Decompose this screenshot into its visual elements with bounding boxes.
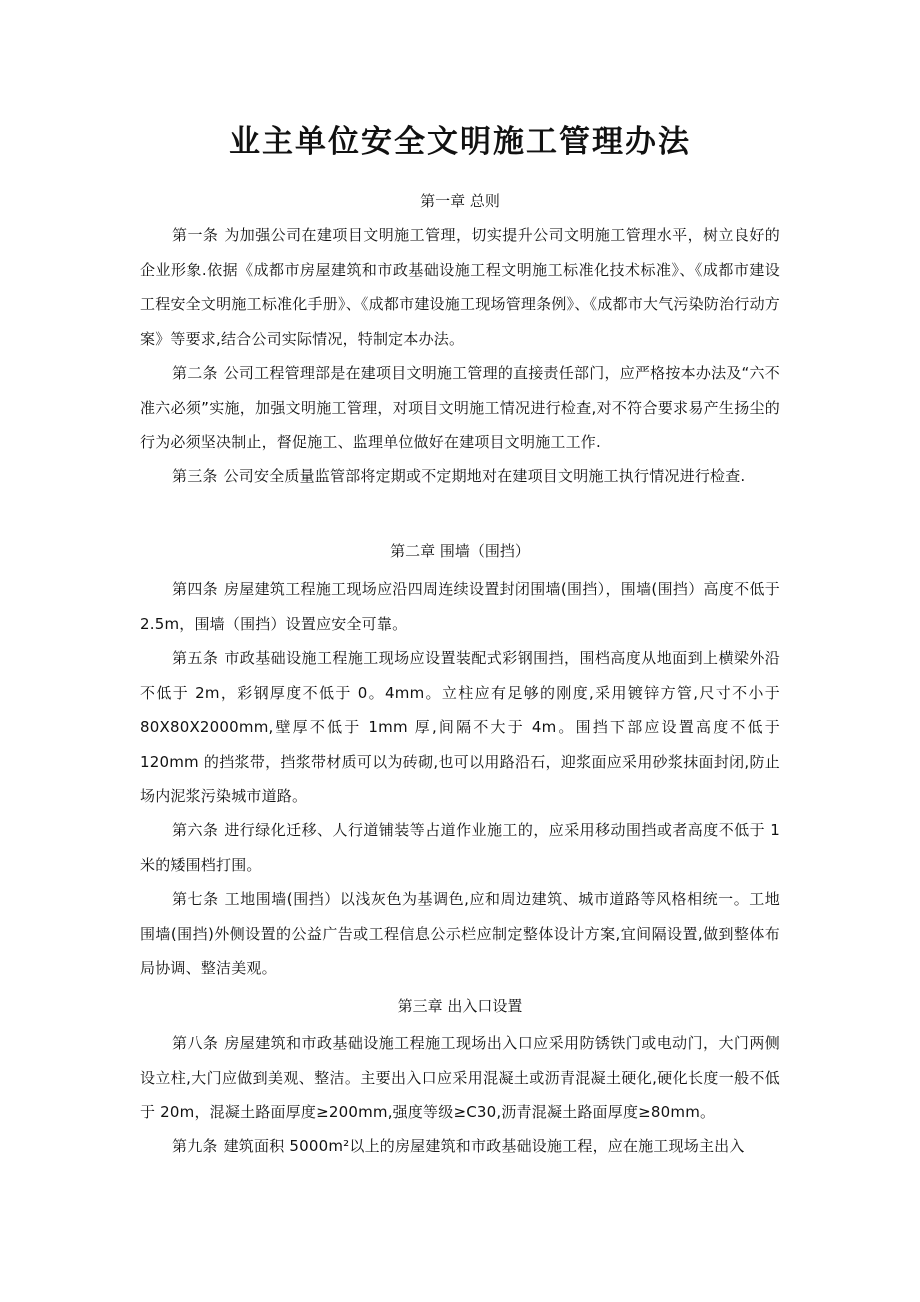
chapter-heading-1: 第一章 总则	[420, 192, 500, 210]
article-text: 公司工程管理部是在建项目文明施工管理的直接责任部门，应严格按本办法及“六不准六必须”实施，加强文明施工管理，对项目文明施工情况进行检查,对不符合要求易产生扬尘的行为必须坚决制止，督促施工、监理单位做好在建项目文明施工工作.	[140, 364, 780, 451]
article-number: 第九条	[172, 1137, 218, 1155]
article-text: 进行绿化迁移、人行道铺装等占道作业施工的，应采用移动围挡或者高度不低于 1 米的矮围档打围。	[140, 821, 781, 874]
article-number: 第三条	[172, 467, 218, 485]
article-text: 市政基础设施工程施工现场应设置装配式彩钢围挡，围档高度从地面到上横梁外沿不低于 2m，彩钢厚度不低于 0。4mm。立柱应有足够的刚度,采用镀锌方管,尺寸不小于 80X80X2000mm,壁厚不低于 1mm 厚,间隔不大于 4m。围挡下部应设置高度不低于 120mm 的挡浆带，挡浆带材质可以为砖砌,也可以用路沿石，迎浆面应采用砂浆抹面封闭,防止场内泥浆污染城市道路。	[140, 649, 780, 805]
article-text: 工地围墙(围挡）以浅灰色为基调色,应和周边建筑、城市道路等风格相统一。工地围墙(围挡)外侧设置的公益广告或工程信息公示栏应制定整体设计方案,宜间隔设置,做到整体布局协调、整洁美观。	[140, 890, 780, 977]
article-text: 房屋建筑工程施工现场应沿四周连续设置封闭围墙(围挡），围墙(围挡）高度不低于 2.5m，围墙（围挡）设置应安全可靠。	[140, 580, 780, 633]
article-5	[140, 641, 780, 814]
article-3	[140, 459, 780, 494]
chapter-heading-2: 第二章 围墙（围挡）	[390, 542, 530, 560]
article-6	[140, 813, 780, 882]
article-8	[140, 1026, 780, 1130]
article-number: 第一条	[172, 226, 219, 244]
article-4	[140, 572, 780, 641]
article-number: 第五条	[172, 649, 219, 667]
document-title: 业主单位安全文明施工管理办法	[229, 124, 691, 160]
article-text: 为加强公司在建项目文明施工管理，切实提升公司文明施工管理水平，树立良好的企业形象.依据《成都市房屋建筑和市政基础设施工程文明施工标准化技术标准》、《成都市建设工程安全文明施工标准化手册》、《成都市建设施工现场管理条例》、《成都市大气污染防治行动方案》等要求,结合公司实际情况，特制定本办法。	[140, 226, 780, 348]
chapter-heading-3: 第三章 出入口设置	[397, 997, 523, 1015]
article-number: 第六条	[172, 821, 219, 839]
article-1	[140, 218, 780, 356]
article-text: 公司安全质量监管部将定期或不定期地对在建项目文明施工执行情况进行检查.	[223, 467, 746, 485]
article-number: 第八条	[172, 1034, 219, 1052]
article-text: 建筑面积 5000m²以上的房屋建筑和市政基础设施工程，应在施工现场主出入	[223, 1137, 745, 1155]
article-7	[140, 882, 780, 986]
article-9	[140, 1129, 780, 1164]
article-number: 第二条	[172, 364, 218, 382]
article-text: 房屋建筑和市政基础设施工程施工现场出入口应采用防锈铁门或电动门，大门两侧设立柱,大门应做到美观、整洁。主要出入口应采用混凝土或沥青混凝土硬化,硬化长度一般不低于 20m，混凝土路面厚度≥200mm,强度等级≥C30,沥青混凝土路面厚度≥80mm。	[140, 1034, 780, 1121]
article-number: 第四条	[172, 580, 218, 598]
article-2	[140, 356, 780, 460]
article-number: 第七条	[172, 890, 219, 908]
